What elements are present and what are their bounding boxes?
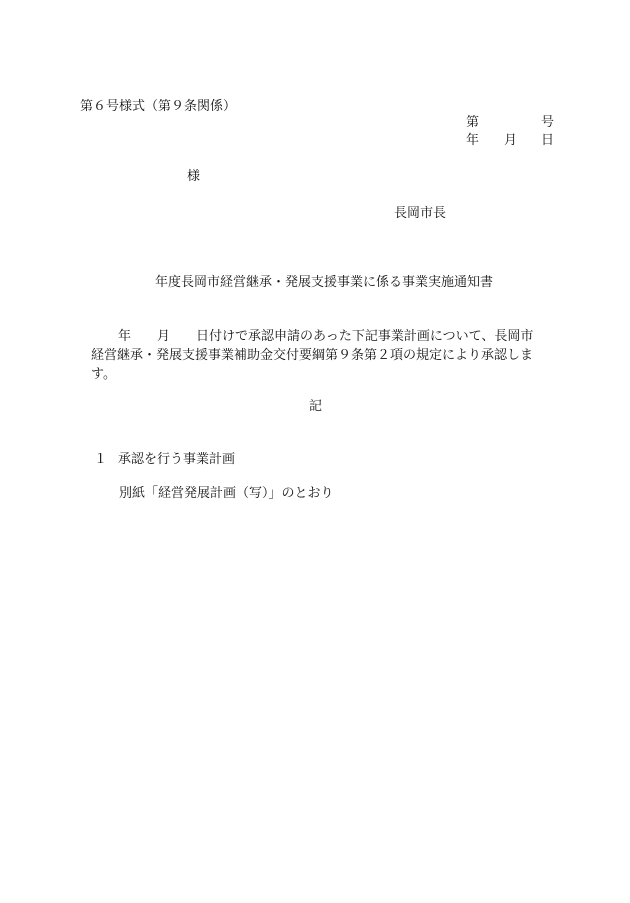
item-heading [94, 453, 235, 466]
body-line-1: 年 月 日付けで承認申請のあった下記事業計画について、長岡市 [118, 329, 534, 344]
ki-heading: 記 [309, 399, 323, 414]
item-number: １ [94, 452, 108, 467]
item-label: 承認を行う事業計画 [118, 452, 236, 467]
body-paragraph [91, 327, 551, 384]
date-month: 月 [504, 133, 518, 148]
recipient-honorific: 様 [187, 169, 201, 184]
date-year: 年 [466, 133, 480, 148]
number-prefix: 第 [466, 115, 480, 130]
document-title: 年度長岡市経営継承・発展支援事業に係る事業実施通知書 [155, 275, 494, 290]
item-content: 別紙「経営発展計画（写）」のとおり [119, 486, 334, 501]
form-label: 第６号様式（第９条関係） [80, 99, 237, 114]
date-day: 日 [541, 133, 555, 148]
body-line-3: す。 [91, 367, 116, 382]
issuer-name: 長岡市長 [394, 206, 447, 221]
number-suffix: 号 [541, 115, 555, 130]
body-line-2: 経営継承・発展支援事業補助金交付要綱第９条第２項の規定により承認しま [91, 348, 534, 363]
